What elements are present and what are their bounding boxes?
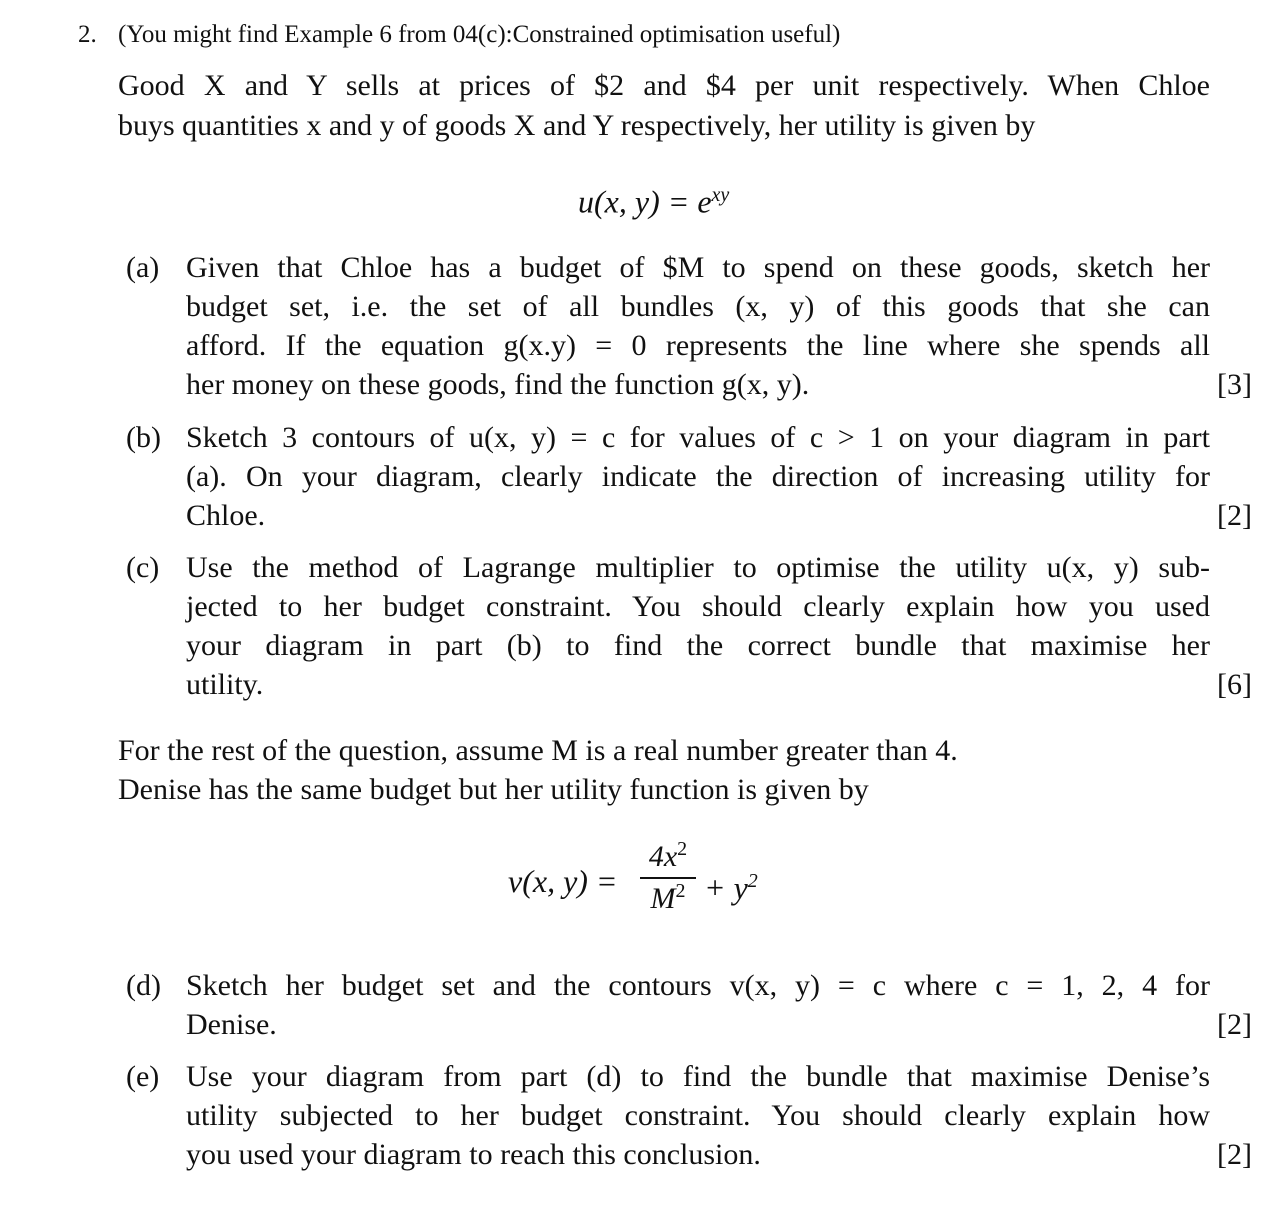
part-c-marks: [6] xyxy=(1217,668,1252,701)
part-e-line-1: Use your diagram from part (d) to find the bundle that maximise Denise’s xyxy=(186,1060,1210,1093)
v-equation-numerator-text: 4x xyxy=(648,840,678,873)
v-equation-denominator-exp: 2 xyxy=(675,880,686,902)
part-d-label: (d) xyxy=(126,969,161,1002)
part-a-line-4: her money on these goods, find the function g(x, y). xyxy=(186,368,810,401)
question-number: 2. xyxy=(78,21,97,48)
part-e-line-3: you used your diagram to reach this conclusion. xyxy=(186,1138,761,1171)
v-equation-rhs xyxy=(704,862,758,907)
part-a-label: (a) xyxy=(126,251,160,284)
part-c-line-2: jected to her budget constraint. You should clearly explain how you used xyxy=(186,590,1210,623)
part-b-line-2: (a). On your diagram, clearly indicate the direction of increasing utility for xyxy=(186,460,1210,493)
v-equation-numerator xyxy=(640,838,696,874)
part-a-line-2: budget set, i.e. the set of all bundles (x, y) of this goods that she can xyxy=(186,290,1210,323)
utility-equation-exponent: xy xyxy=(711,184,730,206)
part-e-marks: [2] xyxy=(1217,1138,1252,1171)
part-d-marks: [2] xyxy=(1217,1008,1252,1041)
middle-line-1: For the rest of the question, assume M is a real number greater than 4. xyxy=(118,734,958,767)
part-d-line-1: Sketch her budget set and the contours v(x, y) = c where c = 1, 2, 4 for xyxy=(186,969,1210,1002)
part-c-line-4: utility. xyxy=(186,668,264,701)
question-hint: (You might find Example 6 from 04(c):Constrained optimisation useful) xyxy=(118,21,841,48)
part-a-line-3: afford. If the equation g(x.y) = 0 represents the line where she spends all xyxy=(186,329,1210,362)
part-a-marks: [3] xyxy=(1217,368,1252,401)
part-c-line-3: your diagram in part (b) to find the correct bundle that maximise her xyxy=(186,629,1210,662)
v-equation-rhs-text: + y xyxy=(704,869,748,906)
part-e-label: (e) xyxy=(126,1060,160,1093)
part-b-marks: [2] xyxy=(1217,499,1252,532)
part-c-label: (c) xyxy=(126,551,160,584)
middle-line-2: Denise has the same budget but her utility function is given by xyxy=(118,773,869,806)
part-a-line-1: Given that Chloe has a budget of $M to spend on these goods, sketch her xyxy=(186,251,1210,284)
part-d-line-2: Denise. xyxy=(186,1008,277,1041)
v-equation-numerator-exp: 2 xyxy=(677,838,688,860)
part-b-line-1: Sketch 3 contours of u(x, y) = c for values of c > 1 on your diagram in part xyxy=(186,421,1210,454)
v-equation-lhs-text: v(x, y) = xyxy=(508,863,618,899)
utility-equation-base: u(x, y) = e xyxy=(578,183,712,220)
intro-line-1: Good X and Y sells at prices of $2 and $4 per unit respectively. When Chloe xyxy=(118,69,1210,102)
fraction-bar xyxy=(640,877,696,879)
v-equation-denominator-text: M xyxy=(650,882,676,915)
intro-line-2: buys quantities x and y of goods X and Y respectively, her utility is given by xyxy=(118,109,1036,142)
utility-equation xyxy=(578,176,729,221)
part-e-line-2: utility subjected to her budget constraint. You should clearly explain how xyxy=(186,1099,1210,1132)
v-equation-rhs-exp: 2 xyxy=(747,870,758,892)
part-b-line-3: Chloe. xyxy=(186,499,266,532)
v-equation-lhs xyxy=(508,862,618,900)
v-equation-denominator xyxy=(640,880,696,916)
part-b-label: (b) xyxy=(126,421,161,454)
part-c-line-1: Use the method of Lagrange multiplier to optimise the utility u(x, y) sub- xyxy=(186,551,1210,584)
